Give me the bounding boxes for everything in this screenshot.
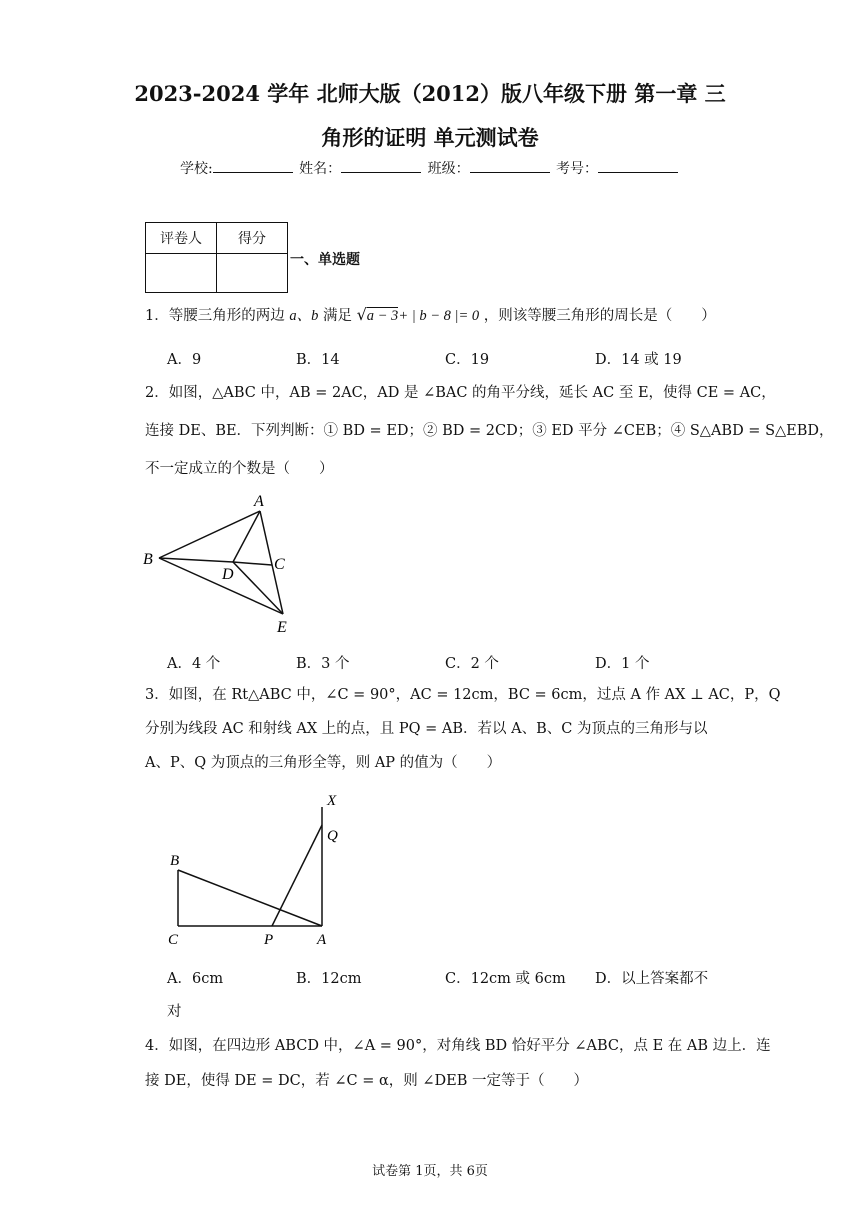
q2-seg-BE (159, 558, 283, 614)
student-info-line (0, 158, 860, 178)
q1-option-d[interactable]: D．14 或 19 (595, 352, 682, 368)
q2-line3: 不一定成立的个数是（ ） (145, 461, 334, 477)
score-cell[interactable] (217, 254, 288, 293)
section-title: 一、单选题 (290, 252, 360, 268)
score-header: 得分 (217, 223, 288, 254)
score-table (145, 222, 288, 293)
q2-label-D: D (222, 566, 234, 583)
q2-seg-BD (159, 558, 233, 562)
class-blank[interactable] (470, 158, 550, 173)
q2-label-E: E (277, 619, 287, 636)
q3-line2: 分别为线段 AC 和射线 AX 上的点，且 PQ = AB．若以 A、B、C 为顶点的三角形与以 (145, 721, 708, 737)
q3-option-a[interactable]: A．6cm (167, 971, 224, 987)
q1-option-c[interactable]: C．19 (445, 352, 490, 368)
q3-line1: 3．如图，在 Rt△ABC 中，∠C = 90°，AC = 12cm，BC = 6cm，过点 A 作 AX ⊥ AC，P，Q (145, 687, 781, 703)
q3-label-P: P (264, 932, 274, 948)
q3-option-c[interactable]: C．12cm 或 6cm (445, 971, 566, 987)
q2-line1: 2．如图，△ABC 中，AB = 2AC，AD 是 ∠BAC 的角平分线，延长 AC 至 E，使得 CE = AC， (145, 385, 776, 401)
q4-line1: 4．如图，在四边形 ABCD 中，∠A = 90°，对角线 BD 恰好平分 ∠ABC，点 E 在 AB 边上．连 (145, 1038, 771, 1054)
q1-option-b[interactable]: B．14 (296, 352, 340, 368)
q2-seg-DC (233, 562, 272, 565)
school-label: 学校: (179, 161, 213, 177)
q1-text-mid: 满足 (322, 308, 352, 324)
page-footer: 试卷第 1页，共 6页 (372, 1164, 488, 1179)
exam-no-label: 考号： (556, 161, 599, 177)
q1-text-post: ，则该等腰三角形的周长是（ ） (483, 308, 716, 324)
q2-option-a[interactable]: A．4 个 (167, 656, 221, 672)
q2-option-b[interactable]: B．3 个 (296, 656, 350, 672)
q2-seg-BA (159, 511, 260, 558)
exam-title-line1: 2023-2024 学年 北师大版（2012）版八年级下册 第一章 三 (134, 81, 726, 106)
name-label: 姓名： (299, 161, 342, 177)
q3-seg-BA (178, 870, 322, 926)
question-1 (145, 305, 716, 326)
q3-label-C: C (168, 932, 179, 948)
q2-option-c[interactable]: C．2 个 (445, 656, 499, 672)
q3-label-B: B (170, 853, 180, 869)
q3-label-X: X (327, 793, 337, 809)
q1-option-a[interactable]: A．9 (167, 352, 202, 368)
q3-option-d[interactable]: D．以上答案都不 (595, 971, 709, 987)
q1-radicand: a − 3 (366, 308, 399, 324)
q2-line2: 连接 DE、BE．下列判断：① BD = ED；② BD = 2CD；③ ED 平分 ∠CEB；④ S△ABD = S△EBD， (145, 423, 834, 439)
q1-vars: a、b (289, 308, 319, 324)
class-label: 班级： (427, 161, 470, 177)
q2-figure (140, 490, 300, 640)
q1-formula: √a − 3+ | b − 8 |= 0 (356, 305, 480, 324)
q4-line2: 接 DE，使得 DE = DC，若 ∠C = α，则 ∠DEB 一定等于（ ） (145, 1073, 588, 1089)
q3-figure (160, 785, 360, 955)
q3-label-Q: Q (327, 828, 338, 844)
q2-option-d[interactable]: D．1 个 (595, 656, 650, 672)
q3-option-d-continued: 对 (167, 1004, 182, 1020)
q3-seg-PQ (272, 825, 322, 926)
exam-no-blank[interactable] (598, 158, 678, 173)
exam-title-line2: 角形的证明 单元测试卷 (321, 125, 539, 150)
q2-seg-AD (233, 511, 260, 562)
q3-label-A: A (317, 932, 327, 948)
q1-formula-rest: + | b − 8 |= 0 (398, 308, 480, 324)
q2-label-B: B (143, 551, 153, 568)
q2-label-C: C (274, 556, 285, 573)
q3-line3: A、P、Q 为顶点的三角形全等，则 AP 的值为（ ） (145, 755, 502, 771)
grader-header: 评卷人 (146, 223, 217, 254)
school-blank[interactable] (213, 158, 293, 173)
q2-label-A: A (254, 493, 264, 510)
q3-option-b[interactable]: B．12cm (296, 971, 362, 987)
q1-text-pre: 1．等腰三角形的两边 (145, 308, 285, 324)
name-blank[interactable] (341, 158, 421, 173)
grader-cell[interactable] (146, 254, 217, 293)
